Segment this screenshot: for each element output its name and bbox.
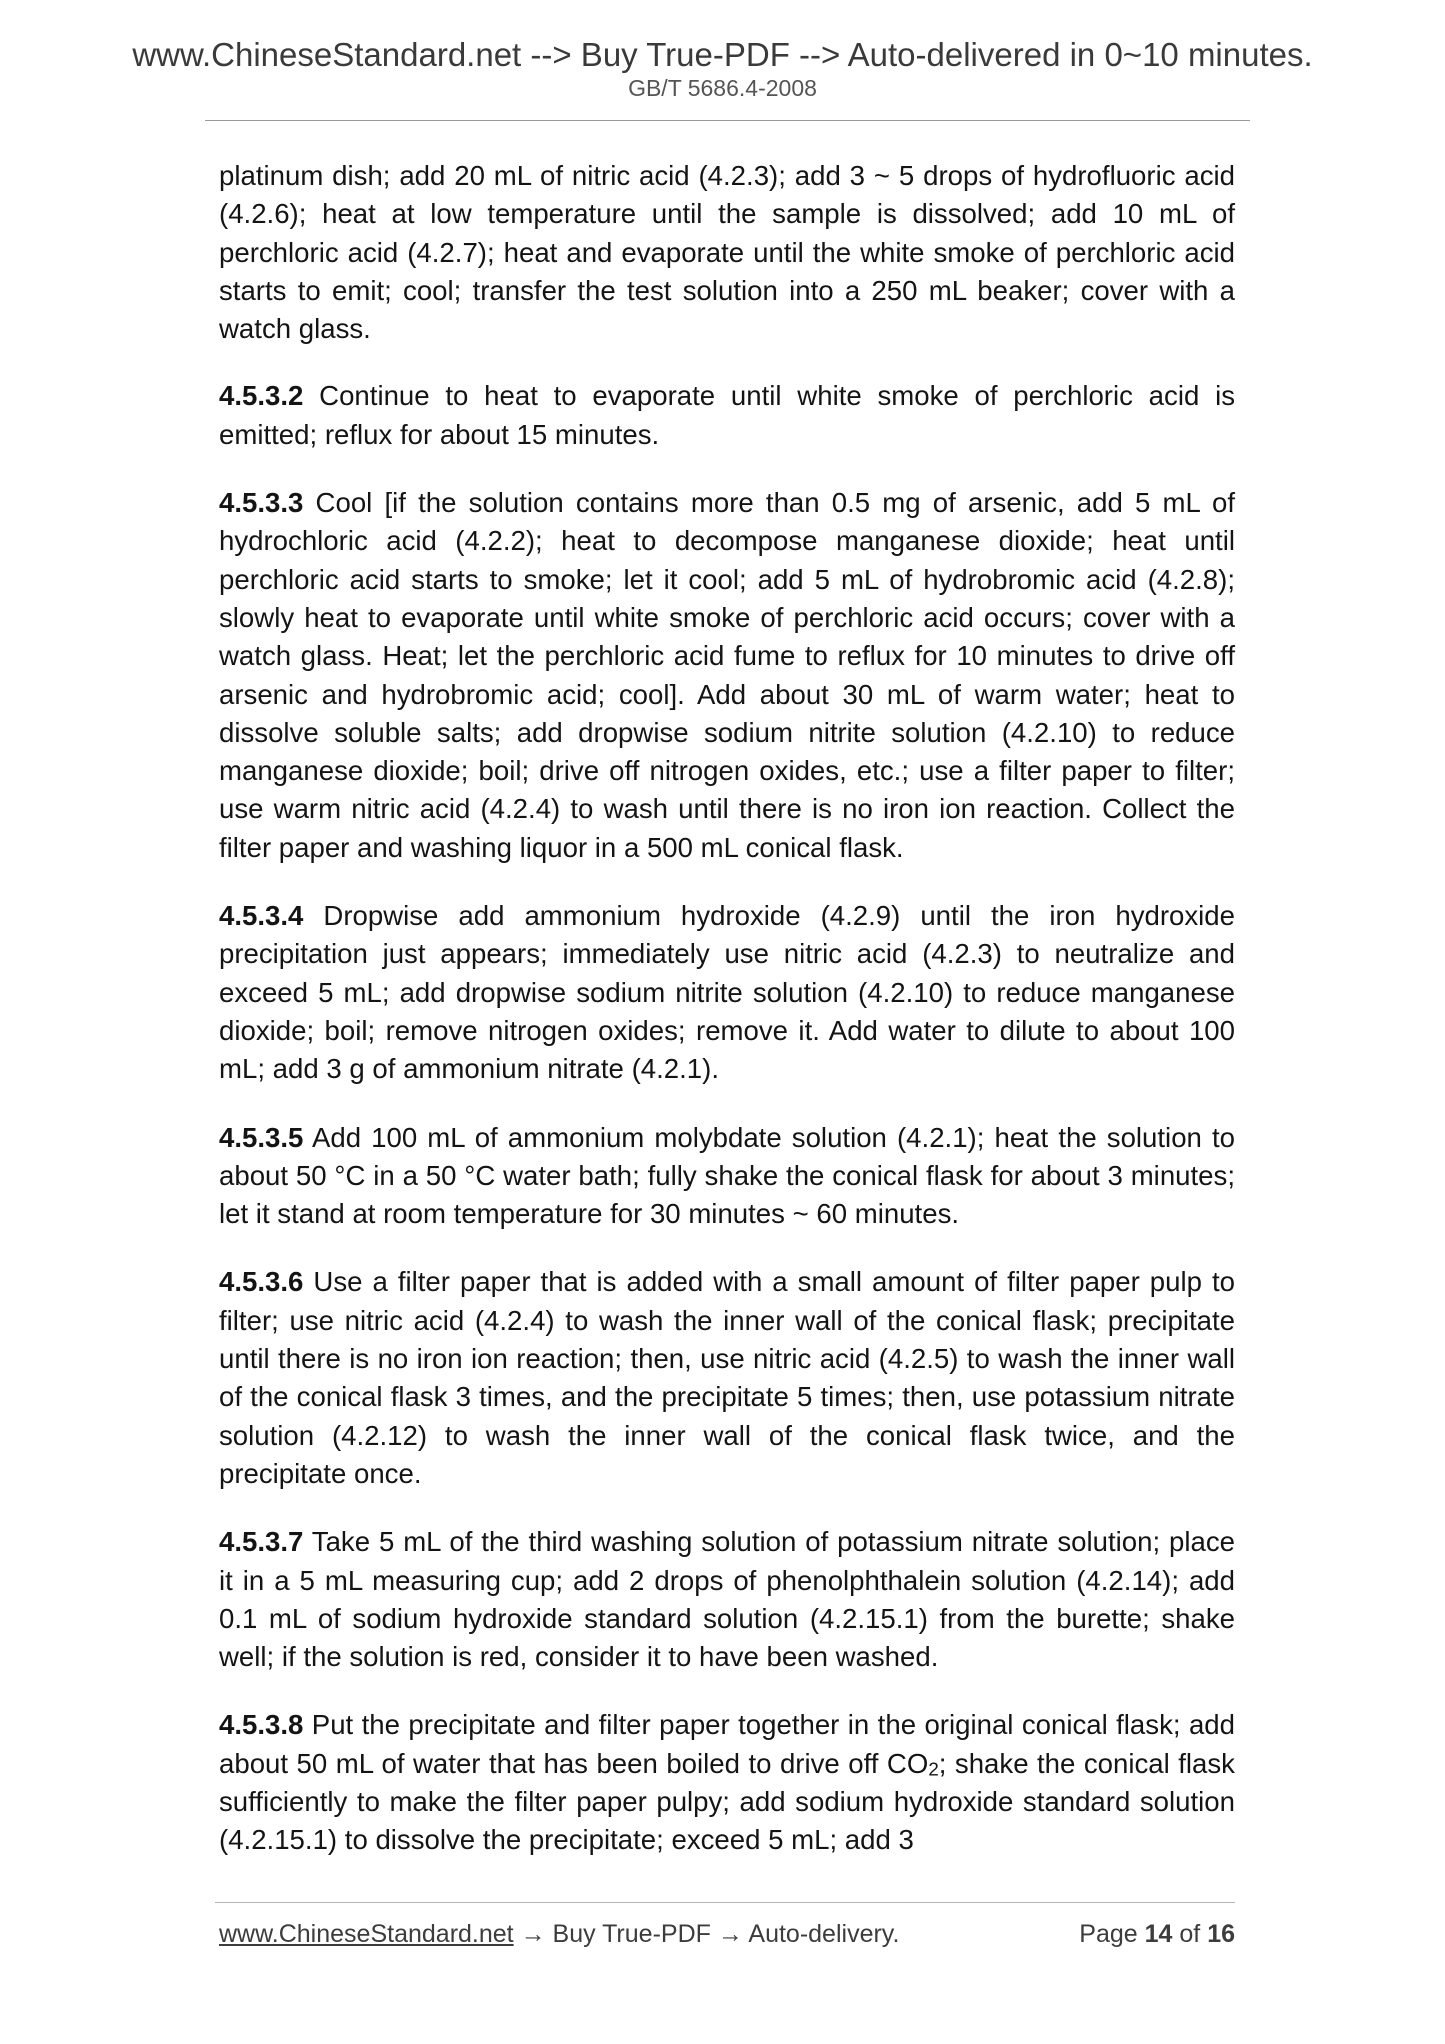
standard-number: GB/T 5686.4-2008 (628, 75, 817, 101)
site-banner: www.ChineseStandard.net --> Buy True-PDF --> Auto-delivered in 0~10 minutes. (132, 36, 1313, 73)
clause-4-5-3-8 (219, 1706, 1235, 1859)
clause-number: 4.5.3.6 (219, 1266, 304, 1298)
header-divider (205, 120, 1250, 121)
of-label: of (1172, 1920, 1208, 1948)
clause-number: 4.5.3.2 (219, 380, 304, 412)
clause-text-continued: ; shake the conical flask sufficiently to make the filter paper pulpy; add sodium hydroxide standard solution (4.2.15.1) to dissolve the precipitate; exceed 5 mL; add 3 (219, 1747, 1235, 1856)
page-number: 14 (1144, 1920, 1173, 1948)
clause-text: Take 5 mL of the third washing solution of potassium nitrate solution; place it in a 5 mL measuring cup; add 2 drops of phenolphthalein solution (4.2.14); add 0.1 mL of sodium hydroxide standard solution (4.2.15.1) from the burette; shake well; if the solution is red, consider it to have been washed. (219, 1526, 1235, 1673)
page-indicator (1079, 1920, 1235, 1949)
footer-left (219, 1920, 899, 1949)
clause-4-5-3-2 (219, 377, 1235, 454)
clause-number: 4.5.3.8 (219, 1709, 304, 1741)
page-content (219, 157, 1235, 1890)
clause-4-5-3-5 (219, 1119, 1235, 1234)
page-label: Page (1079, 1920, 1145, 1948)
clause-text: Add 100 mL of ammonium molybdate solution (4.2.1); heat the solution to about 50 °C in a 50 °C water bath; fully shake the conical flask for about 3 minutes; let it stand at room temperature for 30 minutes ~ 60 minutes. (219, 1121, 1235, 1230)
page-total: 16 (1207, 1920, 1235, 1948)
clause-4-5-3-4 (219, 897, 1235, 1088)
clause-number: 4.5.3.5 (219, 1121, 304, 1153)
clause-text: Use a filter paper that is added with a small amount of filter paper pulp to filter; use nitric acid (4.2.4) to wash the inner wall of the conical flask; precipitate until there is no iron ion reaction; then, use nitric acid (4.2.5) to wash the inner wall of the conical flask 3 times, and the precipitate 5 times; then, use potassium nitrate solution (4.2.12) to wash the inner wall of the conical flask twice, and the precipitate once. (219, 1266, 1235, 1489)
clause-text: Cool [if the solution contains more than 0.5 mg of arsenic, add 5 mL of hydrochloric acid (4.2.2); heat to decompose manganese dioxide; heat until perchloric acid starts to smoke; let it cool; add 5 mL of hydrobromic acid (4.2.8); slowly heat to evaporate until white smoke of perchloric acid occurs; cover with a watch glass. Heat; let the perchloric acid fume to reflux for 10 minutes to drive off arsenic and hydrobromic acid; cool]. Add about 30 mL of warm water; heat to dissolve soluble salts; add dropwise sodium nitrite solution (4.2.10) to reduce manganese dioxide; boil; drive off nitrogen oxides, etc.; use a filter paper to filter; use warm nitric acid (4.2.4) to wash until there is no iron ion reaction. Collect the filter paper and washing liquor in a 500 mL conical flask. (219, 487, 1235, 863)
subscript: 2 (928, 1757, 939, 1779)
clause-text: Put the precipitate and filter paper together in the original conical flask; add about 50 mL of water that has been boiled to drive off CO (219, 1709, 1235, 1779)
footer-divider (215, 1902, 1235, 1903)
clause-4-5-3-6 (219, 1263, 1235, 1493)
clause-4-5-3-7 (219, 1523, 1235, 1676)
clause-number: 4.5.3.3 (219, 487, 304, 519)
clause-number: 4.5.3.4 (219, 900, 304, 932)
intro-paragraph: platinum dish; add 20 mL of nitric acid (4.2.3); add 3 ~ 5 drops of hydrofluoric acid (4.2.6); heat at low temperature until the sample is dissolved; add 10 mL of perchloric acid (4.2.7); heat and evaporate until the white smoke of perchloric acid starts to emit; cool; transfer the test solution into a 250 mL beaker; cover with a watch glass. (219, 160, 1235, 345)
clause-4-5-3-3 (219, 484, 1235, 867)
clause-number: 4.5.3.7 (219, 1526, 304, 1558)
footer-tagline: → Buy True-PDF → Auto-delivery. (513, 1920, 900, 1948)
page-footer (219, 1920, 1235, 1960)
clause-text: Dropwise add ammonium hydroxide (4.2.9) until the iron hydroxide precipitation just appears; immediately use nitric acid (4.2.3) to neutralize and exceed 5 mL; add dropwise sodium nitrite solution (4.2.10) to reduce manganese dioxide; boil; remove nitrogen oxides; remove it. Add water to dilute to about 100 mL; add 3 g of ammonium nitrate (4.2.1). (219, 900, 1235, 1085)
site-link[interactable]: www.ChineseStandard.net (219, 1920, 514, 1948)
clause-text: Continue to heat to evaporate until white smoke of perchloric acid is emitted; reflux for about 15 minutes. (219, 380, 1235, 450)
